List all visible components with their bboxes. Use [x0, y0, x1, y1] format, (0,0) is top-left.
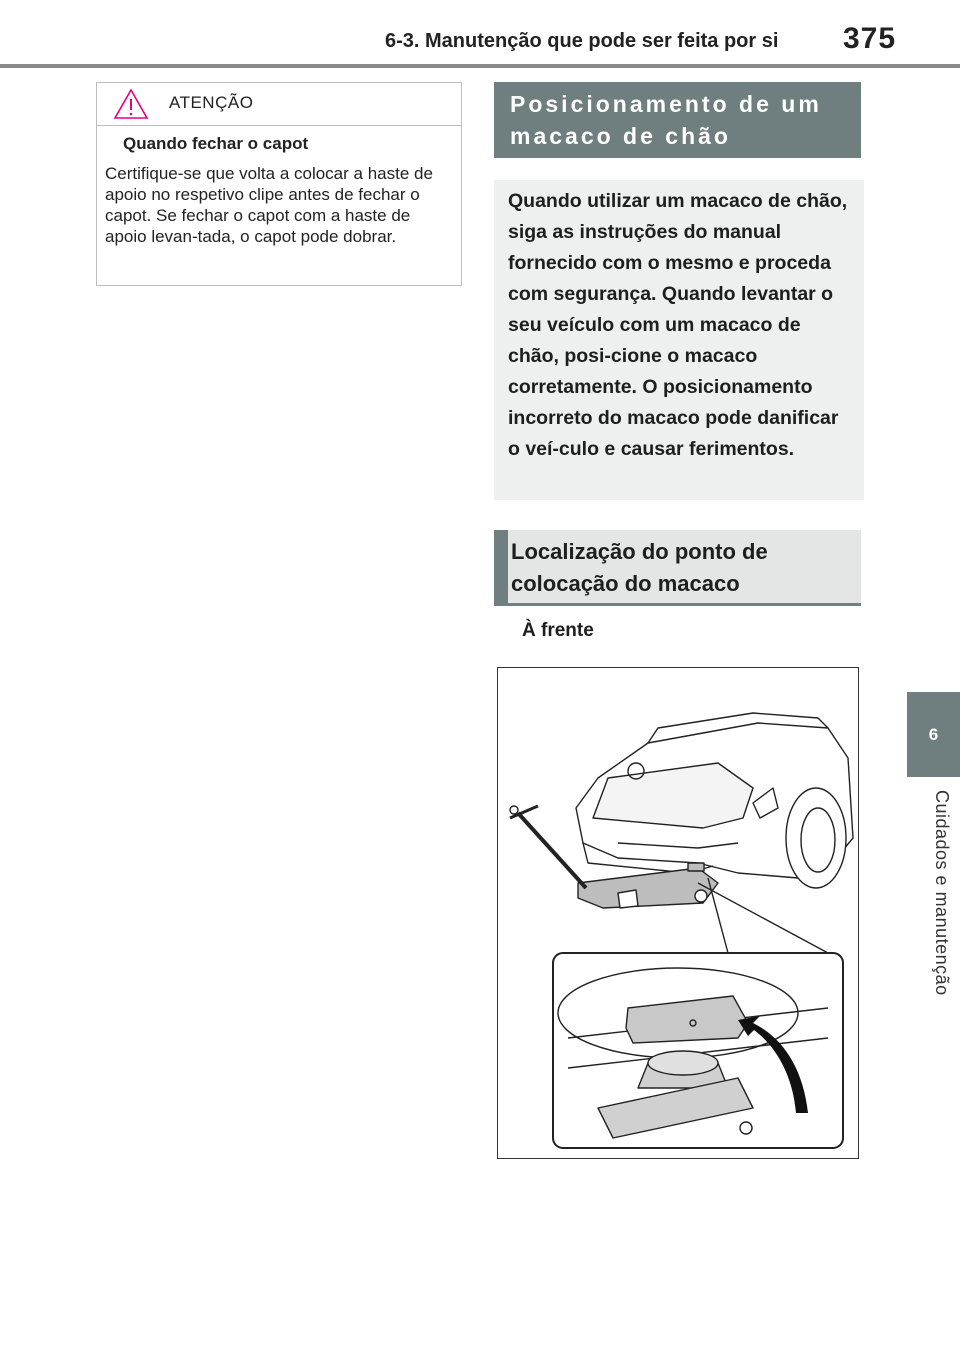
warning-title: ATENÇÃO [169, 93, 254, 112]
section-heading-jack-text: Posicionamento de um macaco de chão [510, 91, 822, 149]
warning-subtitle: Quando fechar o capot [123, 134, 309, 153]
warning-triangle-icon [113, 88, 149, 120]
chapter-tab: 6 [907, 692, 960, 777]
warning-text: Certifique-se que volta a colocar a haste de apoio no respetivo clipe antes de fechar o capot. Se fechar o capot com a haste de apoio levan-tada, o capot pode dobrar. [105, 164, 433, 246]
running-header: 6-3. Manutenção que pode ser feita por si [385, 30, 779, 52]
front-label: À frente [522, 620, 594, 641]
jack-illustration [497, 667, 859, 1159]
section-heading-jack [494, 82, 861, 158]
jack-handle [518, 813, 586, 888]
warning-header [97, 83, 461, 126]
warning-box [96, 82, 462, 286]
section-heading-location-text: Localização do ponto de colocação do macaco [511, 539, 768, 596]
chapter-label: Cuidados e manutenção [932, 790, 952, 996]
wheel [786, 788, 846, 888]
floor-jack [578, 868, 718, 908]
page-number: 375 [843, 22, 897, 55]
intro-text: Quando utilizar um macaco de chão, siga as instruções do manual fornecido com o mesmo e proceda com segurança. Quando levantar o seu veículo com um macaco de chão, posi-cione o macaco corretamente. O posicionamento incorreto do macaco pode danificar o veí-culo e causar ferimentos. [508, 190, 848, 460]
header-divider [0, 64, 960, 68]
section-heading-location [494, 530, 861, 606]
jack-point-diagram [498, 668, 858, 1158]
intro-box [494, 180, 864, 500]
